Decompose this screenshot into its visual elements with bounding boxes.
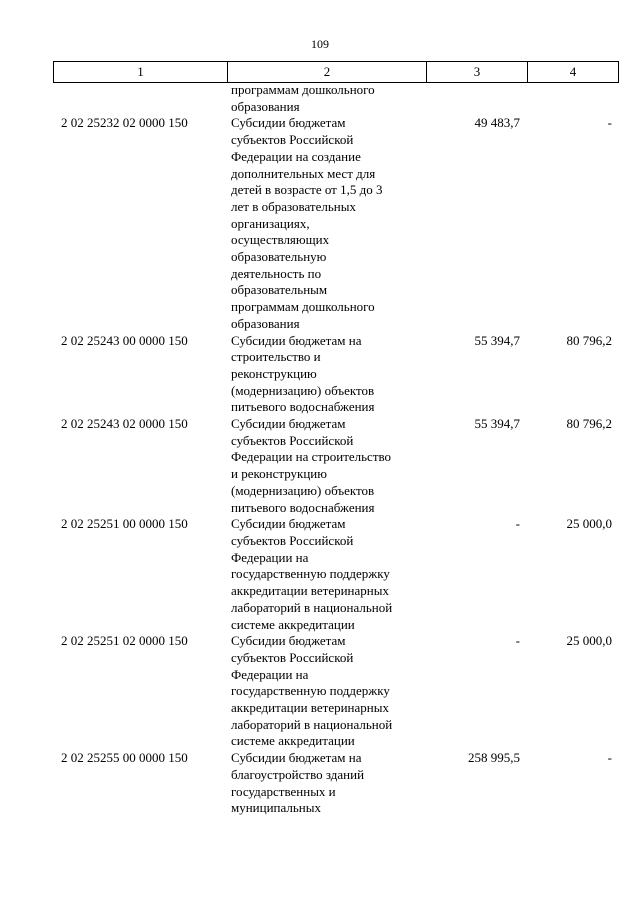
- row-description: Субсидии бюджетам субъектов Российской Федерации на государственную поддержку аккредитации ветеринарных лабораторий в национальной системе аккредитации: [231, 516, 393, 632]
- table-row: [0, 750, 640, 817]
- continuation-text: программам дошкольного образования: [231, 82, 375, 114]
- row-description: Субсидии бюджетам субъектов Российской Федерации на создание дополнительных мест для детей в возрасте от 1,5 до 3 лет в образовательных организациях, осуществляющих образовательную деятельность по образовательным программам дошкольного образования: [231, 115, 383, 331]
- row-value-col4: 80 796,2: [566, 332, 612, 348]
- row-value-col4: 25 000,0: [566, 633, 612, 649]
- row-value-col4: 25 000,0: [566, 516, 612, 532]
- row-value-col3: 55 394,7: [474, 332, 520, 348]
- row-code: 2 02 25243 00 0000 150: [61, 332, 188, 348]
- row-description: Субсидии бюджетам на благоустройство зданий государственных и муниципальных: [231, 750, 365, 816]
- table-header: [53, 61, 619, 83]
- table-row: [0, 633, 640, 750]
- table-row: [0, 115, 640, 332]
- row-code: 2 02 25232 02 0000 150: [61, 115, 188, 131]
- row-value-col3: 49 483,7: [474, 115, 520, 131]
- header-col-4: 4: [528, 62, 619, 83]
- table-row: [0, 333, 640, 417]
- page-number: 109: [311, 37, 329, 51]
- row-code: 2 02 25255 00 0000 150: [61, 750, 188, 766]
- row-description: Субсидии бюджетам субъектов Российской Федерации на строительство и реконструкцию (модернизацию) объектов питьевого водоснабжения: [231, 416, 392, 515]
- continuation-row: [0, 82, 640, 115]
- row-value-col4: -: [607, 750, 612, 766]
- row-code: 2 02 25251 00 0000 150: [61, 516, 188, 532]
- table-body: [0, 82, 640, 817]
- header-col-2: 2: [228, 62, 427, 83]
- row-value-col4: -: [607, 115, 612, 131]
- row-value-col3: 55 394,7: [474, 416, 520, 432]
- row-description: Субсидии бюджетам субъектов Российской Федерации на государственную поддержку аккредитации ветеринарных лабораторий в национальной системе аккредитации: [231, 633, 393, 749]
- row-value-col3: -: [515, 633, 520, 649]
- row-code: 2 02 25251 02 0000 150: [61, 633, 188, 649]
- header-col-3: 3: [427, 62, 528, 83]
- row-value-col4: 80 796,2: [566, 416, 612, 432]
- table-row: [0, 416, 640, 516]
- row-value-col3: 258 995,5: [468, 750, 520, 766]
- row-description: Субсидии бюджетам на строительство и реконструкцию (модернизацию) объектов питьевого водоснабжения: [231, 332, 375, 415]
- row-value-col3: -: [515, 516, 520, 532]
- header-col-1: 1: [54, 62, 228, 83]
- row-code: 2 02 25243 02 0000 150: [61, 416, 188, 432]
- table-row: [0, 516, 640, 633]
